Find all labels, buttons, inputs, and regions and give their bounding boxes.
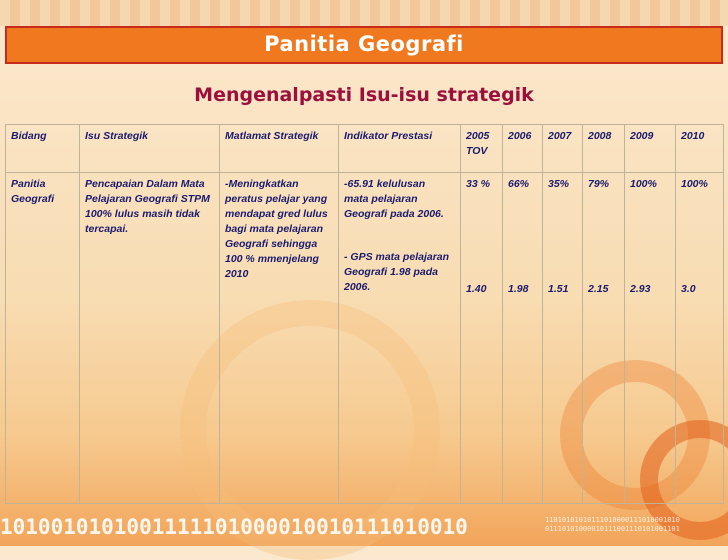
binary-decoration: 1010010101001111101000010010111010010 [0, 516, 468, 539]
top-stripes [0, 0, 728, 26]
cell-year-2009 [625, 173, 676, 504]
header-cell: 2006 [503, 125, 543, 173]
pct-value: 35% [548, 178, 570, 190]
cell-isu: Pencapaian Dalam Mata Pelajaran Geografi STPM 100% lulus masih tidak tercapai. [80, 173, 220, 504]
binary-line: 01110101000010111001110101001101 [545, 525, 680, 533]
header-cell: Matlamat Strategik [220, 125, 339, 173]
indikator-text: mata pelajaran Geografi pada 2006. [344, 193, 444, 220]
binary-line: 11010101010111010000111010001010 [545, 516, 680, 524]
pct-value: 66% [508, 178, 530, 190]
pct-value: 33 % [466, 178, 490, 190]
slide-subtitle: Mengenalpasti Isu-isu strategik [194, 84, 534, 106]
indikator-text: - GPS mata pelajaran Geografi 1.98 pada 2006. [344, 251, 450, 293]
gps-value: 1.98 [508, 283, 529, 295]
header-cell: 2007 [543, 125, 583, 173]
gps-value: 2.93 [630, 283, 651, 295]
gps-value: 2.15 [588, 283, 609, 295]
gps-value: 1.51 [548, 283, 569, 295]
header-cell: Indikator Prestasi [339, 125, 461, 173]
header-cell: 2008 [583, 125, 625, 173]
slide-title: Panitia Geografi [264, 32, 464, 56]
cell-year-2010 [676, 173, 724, 504]
header-cell: Bidang [6, 125, 80, 173]
title-bar [5, 26, 723, 64]
header-cell: Isu Strategik [80, 125, 220, 173]
strategy-table [5, 124, 724, 504]
cell-bidang: Panitia Geografi [6, 173, 80, 504]
header-cell: 2009 [625, 125, 676, 173]
table-row [6, 173, 724, 504]
indikator-text: -65.91 kelulusan [344, 178, 426, 190]
header-cell: 2005 TOV [461, 125, 503, 173]
pct-value: 100% [630, 178, 657, 190]
cell-year-2005 [461, 173, 503, 504]
binary-decoration-small [545, 516, 680, 534]
gps-value: 1.40 [466, 283, 487, 295]
pct-value: 79% [588, 178, 610, 190]
header-cell: 2010 [676, 125, 724, 173]
cell-year-2007 [543, 173, 583, 504]
cell-matlamat: -Meningkatkan peratus pelajar yang mendapat gred lulus bagi mata pelajaran Geografi sehingga 100 % mmenjelang 2010 [220, 173, 339, 504]
cell-year-2006 [503, 173, 543, 504]
cell-year-2008 [583, 173, 625, 504]
gps-value: 3.0 [681, 283, 696, 295]
cell-indikator [339, 173, 461, 504]
table-header-row [6, 125, 724, 173]
pct-value: 100% [681, 178, 708, 190]
